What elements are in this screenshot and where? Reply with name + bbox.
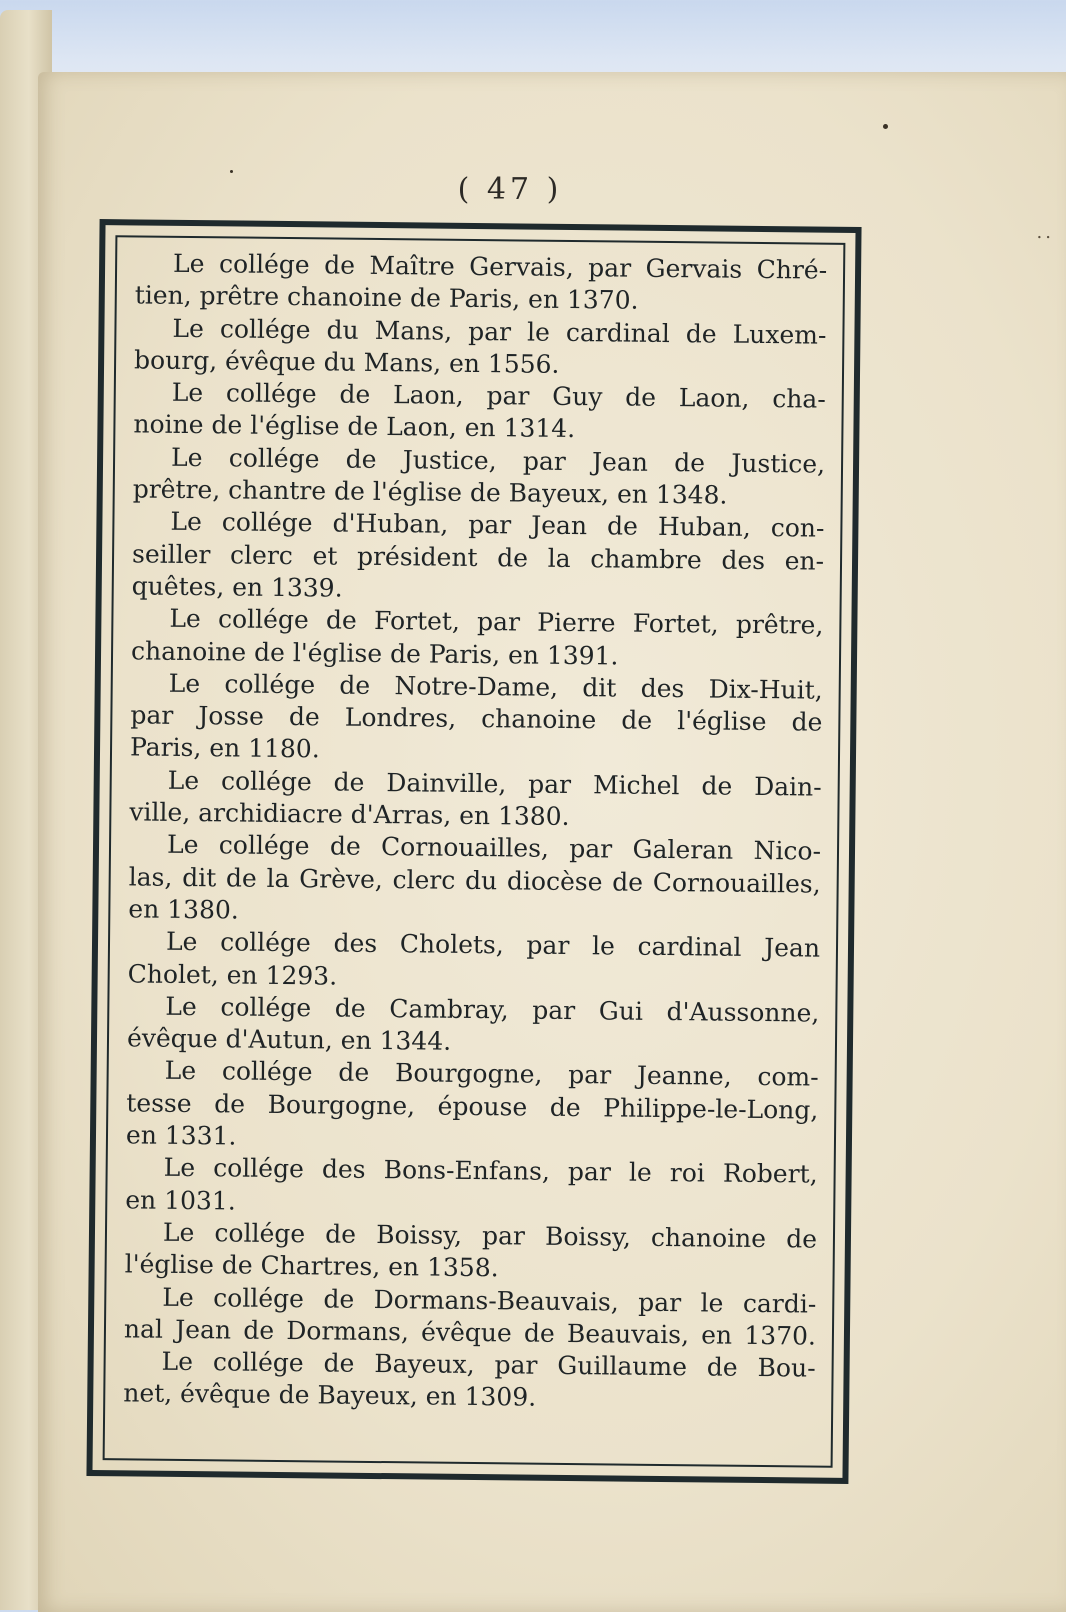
text-line: quêtes, en 1339. [131,571,343,603]
text-line: Le collége de Laon, par Guy de Laon, cha- [171,377,826,414]
page-number: ( 47 ) [457,172,563,207]
text-line: en 1380. [128,894,239,925]
text-line: évêque d'Autun, en 1344. [126,1023,452,1056]
text-line: chanoine de l'église de Paris, en 1391. [130,635,619,671]
text-line: en 1331. [125,1120,237,1151]
text-line: prêtre, chantre de l'église de Bayeux, en 1348. [132,474,728,510]
text-line: Le collége de Bayeux, par Guillaume de Bou- [161,1346,816,1383]
text-line: Le collége de Dainville, par Michel de Dain- [167,765,822,802]
text-line: tesse de Bourgogne, épouse de Philippe-le-Long, [126,1088,819,1125]
text-line: Le collége de Boissy, par Boissy, chanoine de [162,1217,818,1254]
text-line: nal Jean de Dormans, évêque de Beauvais, en 1370. [123,1314,817,1351]
text-line: Le collége de Fortet, par Pierre Fortet, prêtre, [169,604,824,640]
text-line: bourg, évêque du Mans, en 1556. [133,345,560,379]
text-line: l'église de Chartres, en 1358. [124,1249,499,1283]
text-frame [86,219,861,1484]
text-line: Le collége de Maître Gervais, par Gervais Chré- [172,248,828,285]
text-line: Le collége de Dormans-Beauvais, par le cardi- [162,1282,817,1319]
text-line: seiller clerc et président de la chambre des en- [131,539,825,576]
paper-speck [230,170,233,173]
text-line: Le collége du Mans, par le cardinal de Luxem- [172,313,827,350]
text-line: net, évêque de Bayeux, en 1309. [123,1378,537,1413]
text-line: Le collége d'Huban, par Jean de Huban, con- [170,507,825,544]
text-line: par Josse de Londres, chanoine de l'église de [130,700,823,737]
text-line: Le collége des Cholets, par le cardinal Jean [165,927,821,963]
paper-speck [883,124,888,129]
text-line: ville, archidiacre d'Arras, en 1380. [129,797,570,832]
margin-dots: .. [1036,222,1054,243]
text-line: las, dit de la Grève, clerc du diocèse de Cornouailles, [128,862,821,899]
text-line: Le collége de Justice, par Jean de Justice, [170,442,826,479]
text-line: Le collége de Notre-Dame, dit des Dix-Huit, [168,668,823,705]
text-line: Le collége de Cambray, par Gui d'Aussonne, [165,991,820,1028]
text-line: Le collége de Bourgogne, par Jeanne, com- [164,1056,819,1093]
text-line: Le collége des Bons-Enfans, par le roi Robert, [163,1153,818,1189]
text-line: en 1031. [125,1184,236,1216]
text-line: Cholet, en 1293. [127,958,338,991]
text-line: tien, prêtre chanoine de Paris, en 1370. [134,280,639,315]
text-block [123,247,828,1457]
text-line: noine de l'église de Laon, en 1314. [133,409,576,444]
text-line: Paris, en 1180. [129,732,320,764]
text-line: Le collége de Cornouailles, par Galeran Nico- [166,830,822,866]
